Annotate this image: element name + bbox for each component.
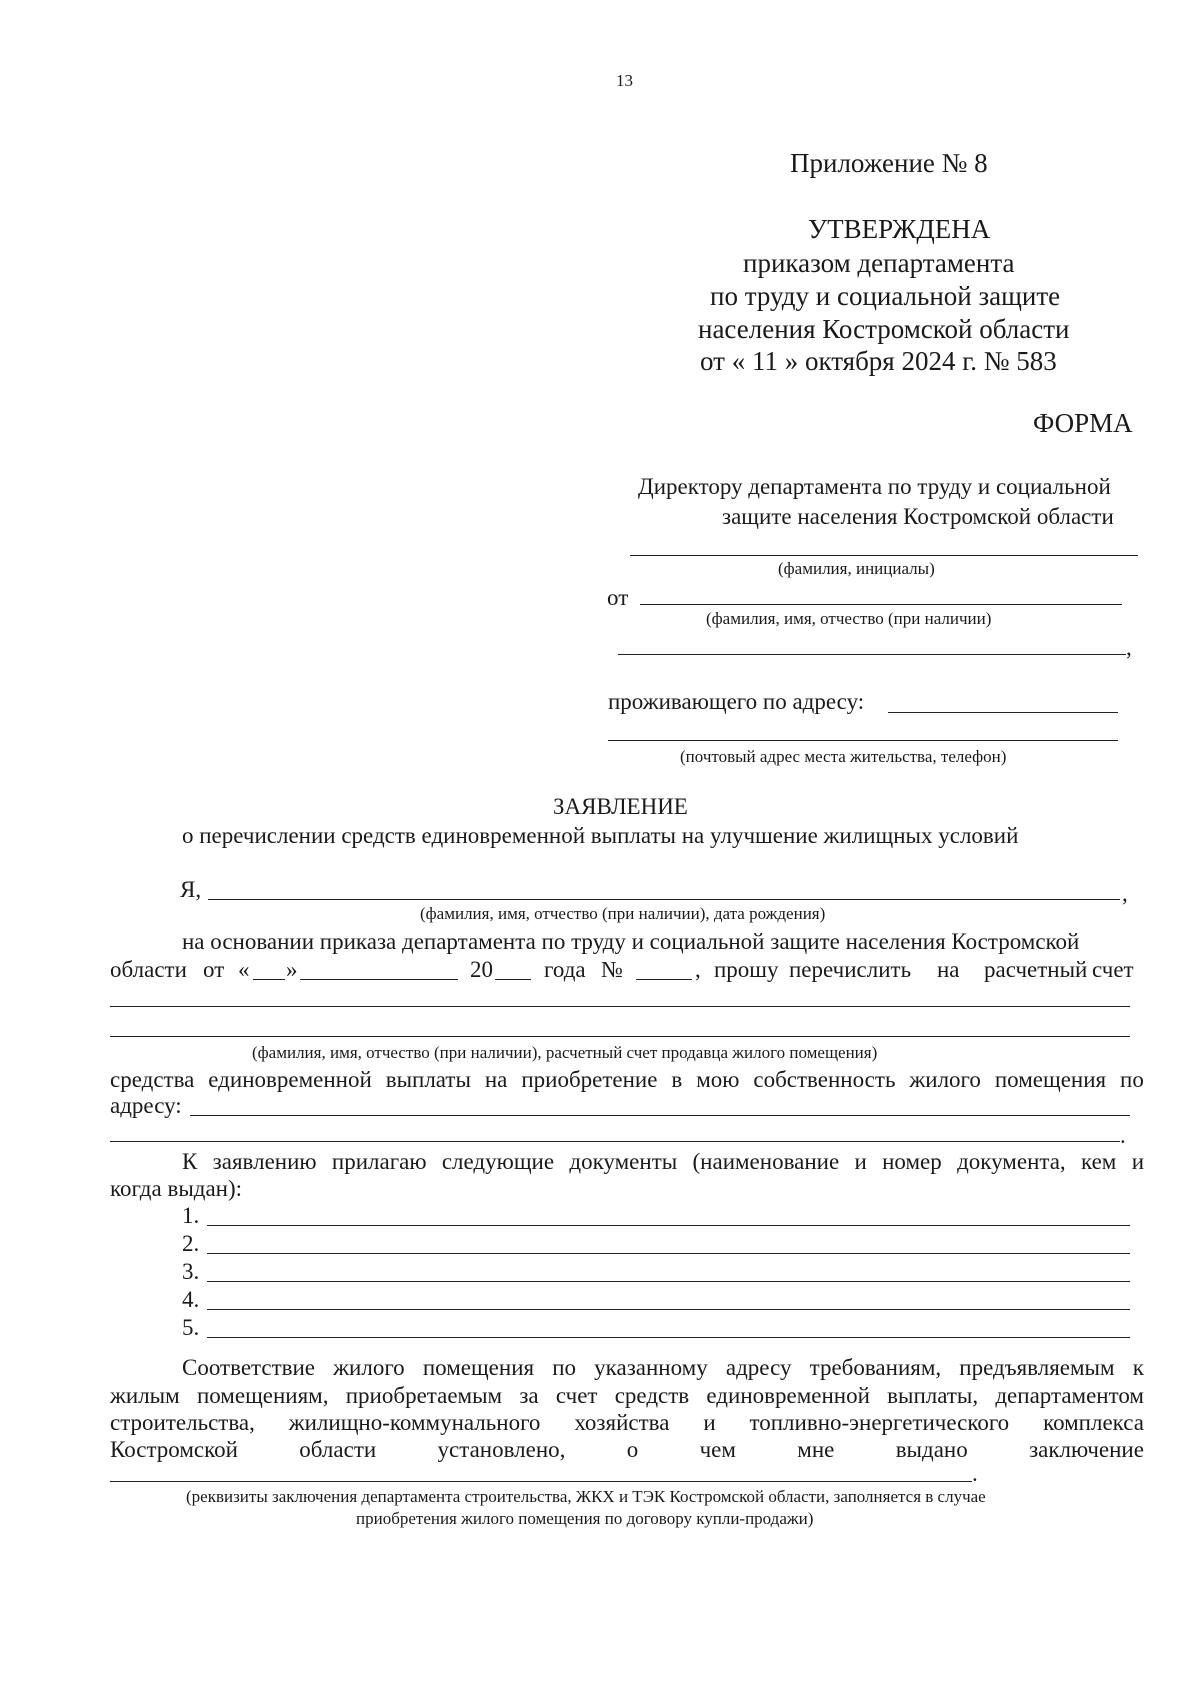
funds-word: выплаты — [385, 1067, 471, 1092]
documents-word: следующие — [441, 1149, 555, 1174]
conformity-word: установлено, — [437, 1437, 566, 1462]
order-month-field[interactable] — [300, 979, 458, 980]
document-item-field[interactable] — [207, 1309, 1130, 1310]
funds-word: собственность — [753, 1067, 896, 1092]
documents-word: номер — [882, 1149, 942, 1174]
addressee-line: Директору департамента по труду и социальной — [638, 474, 1111, 499]
comma: , — [1126, 635, 1132, 660]
basis-word: « — [238, 957, 250, 982]
i-label: Я, — [180, 877, 202, 902]
basis-word: расчетный — [984, 957, 1088, 982]
conformity-word: помещениям, — [196, 1383, 329, 1408]
address-label: проживающего по адресу: — [608, 689, 865, 714]
funds-word: в — [671, 1067, 683, 1092]
period: . — [972, 1461, 978, 1486]
conformity-word: топливно-энергетического — [749, 1410, 1010, 1435]
applicant-name-caption: (фамилия, имя, отчество (при наличии) — [706, 609, 992, 628]
basis-word: на — [937, 957, 960, 982]
addressee-line: защите населения Костромской области — [722, 504, 1114, 529]
approval-line: приказом департамента — [743, 248, 1015, 278]
basis-word: 20 — [470, 957, 493, 982]
conformity-word: средств — [614, 1383, 690, 1408]
applicant-full-name-caption: (фамилия, имя, отчество (при наличии), дата рождения) — [420, 904, 826, 923]
order-number-field[interactable] — [636, 979, 692, 980]
funds-line — [110, 1068, 1144, 1091]
conformity-word: строительства, — [110, 1410, 255, 1435]
conformity-word: жилым — [110, 1383, 180, 1408]
account-field[interactable] — [110, 1006, 1130, 1007]
conformity-word: чем — [699, 1437, 736, 1462]
conformity-word: департаментом — [995, 1383, 1144, 1408]
documents-word: прилагаю — [331, 1149, 427, 1174]
form-label: ФОРМА — [1033, 408, 1133, 438]
conformity-word: жилищно-коммунального — [288, 1410, 541, 1435]
funds-word: приобретение — [521, 1067, 658, 1092]
conformity-word: указанному — [594, 1355, 708, 1380]
appendix-number: Приложение № 8 — [790, 148, 988, 178]
address-field[interactable] — [888, 712, 1118, 713]
basis-word: прошу — [714, 957, 779, 982]
conformity-word: хозяйства — [574, 1410, 670, 1435]
conclusion-caption: приобретения жилого помещения по договору купли-продажи) — [356, 1509, 814, 1528]
document-item-field[interactable] — [207, 1253, 1130, 1254]
property-address-field-2[interactable] — [110, 1141, 1120, 1142]
order-year-field[interactable] — [495, 979, 531, 980]
conclusion-field[interactable] — [110, 1481, 972, 1482]
applicant-name-field-2[interactable] — [618, 654, 1126, 655]
statement-subtitle: о перечислении средств единовременной выплаты на улучшение жилищных условий — [182, 823, 1019, 848]
conformity-word: комплекса — [1043, 1410, 1144, 1435]
basis-word: , — [695, 957, 701, 982]
conformity-line — [110, 1384, 1144, 1407]
documents-word: (наименование — [692, 1149, 840, 1174]
from-label: от — [607, 585, 629, 610]
approval-date-line: от « 11 » октября 2024 г. № 583 — [700, 346, 1057, 376]
conformity-word: выплаты, — [887, 1383, 979, 1408]
funds-word: единовременной — [208, 1067, 372, 1092]
document-item-field[interactable] — [207, 1225, 1130, 1226]
conformity-word: заключение — [1029, 1437, 1144, 1462]
conformity-word: по — [552, 1355, 577, 1380]
applicant-name-field[interactable] — [640, 604, 1122, 605]
address-caption: (почтовый адрес места жительства, телефон) — [680, 747, 1007, 766]
conformity-word: к — [1132, 1355, 1144, 1380]
conformity-word: области — [299, 1437, 377, 1462]
funds-word: помещения — [994, 1067, 1107, 1092]
conformity-word: единовременной — [706, 1383, 870, 1408]
order-day-field[interactable] — [253, 979, 285, 980]
director-name-field[interactable] — [630, 555, 1138, 556]
document-item-number: 3. — [182, 1259, 200, 1284]
documents-word: и — [1131, 1149, 1144, 1174]
basis-word: перечислить — [789, 957, 912, 982]
approved-label: УТВЕРЖДЕНА — [808, 214, 991, 244]
conformity-word: Соответствие — [182, 1355, 315, 1380]
funds-word: по — [1120, 1067, 1144, 1092]
statement-title: ЗАЯВЛЕНИЕ — [553, 794, 688, 819]
documents-word: кем — [1081, 1149, 1117, 1174]
basis-word: области — [110, 957, 187, 982]
basis-word: от — [203, 957, 225, 982]
conformity-word: мне — [797, 1437, 835, 1462]
conformity-word: о — [626, 1437, 639, 1462]
document-item-number: 5. — [182, 1315, 200, 1340]
account-field-2[interactable] — [110, 1036, 1130, 1037]
conformity-word: выдано — [895, 1437, 968, 1462]
conformity-word: адресу — [725, 1355, 792, 1380]
basis-word: » — [286, 957, 298, 982]
property-address-field[interactable] — [190, 1115, 1130, 1116]
funds-word: мою — [696, 1067, 740, 1092]
documents-word: К — [182, 1149, 198, 1174]
conformity-word: предъявляемым — [959, 1355, 1115, 1380]
funds-word: на — [484, 1067, 508, 1092]
conformity-line — [110, 1411, 1144, 1434]
conformity-word: счет — [555, 1383, 598, 1408]
funds-word: средства — [110, 1067, 195, 1092]
period: . — [1120, 1123, 1126, 1148]
approval-line: по труду и социальной защите — [710, 281, 1061, 311]
basis-word: № — [601, 957, 623, 982]
document-item-number: 2. — [182, 1231, 200, 1256]
document-item-field[interactable] — [207, 1281, 1130, 1282]
conformity-word: Костромской — [110, 1437, 238, 1462]
comma: , — [1122, 881, 1128, 906]
address-field-2[interactable] — [608, 740, 1118, 741]
conformity-word: помещения — [422, 1355, 535, 1380]
conformity-word: и — [703, 1410, 716, 1435]
applicant-full-name-field[interactable] — [208, 899, 1120, 900]
document-item-number: 4. — [182, 1287, 200, 1312]
basis-word: года — [544, 957, 586, 982]
funds-word: жилого — [909, 1067, 981, 1092]
documents-word: и — [854, 1149, 867, 1174]
conformity-word: жилого — [333, 1355, 405, 1380]
documents-word: документы — [569, 1149, 678, 1174]
conformity-word: требованиям, — [809, 1355, 942, 1380]
account-caption: (фамилия, имя, отчество (при наличии), расчетный счет продавца жилого помещения) — [252, 1043, 878, 1062]
basis-line: на основании приказа департамента по труду и социальной защите населения Костромской — [182, 929, 1080, 954]
documents-word: документа, — [957, 1149, 1066, 1174]
approval-line: населения Костромской области — [698, 314, 1070, 344]
conformity-line — [110, 1438, 1144, 1461]
documents-line — [182, 1150, 1144, 1173]
documents-word: заявлению — [212, 1149, 317, 1174]
conclusion-caption: (реквизиты заключения департамента строительства, ЖКХ и ТЭК Костромской области, заполняется в случае — [186, 1487, 986, 1506]
documents-line-2: когда выдан): — [110, 1176, 243, 1201]
conformity-word: приобретаемым — [345, 1383, 503, 1408]
page-number: 13 — [616, 71, 633, 90]
basis-word: счет — [1092, 957, 1134, 982]
conformity-line — [182, 1356, 1144, 1379]
conformity-word: за — [519, 1383, 539, 1408]
director-name-caption: (фамилия, инициалы) — [778, 559, 935, 578]
document-item-field[interactable] — [207, 1337, 1130, 1338]
document-item-number: 1. — [182, 1203, 200, 1228]
property-address-label: адресу: — [110, 1093, 182, 1118]
